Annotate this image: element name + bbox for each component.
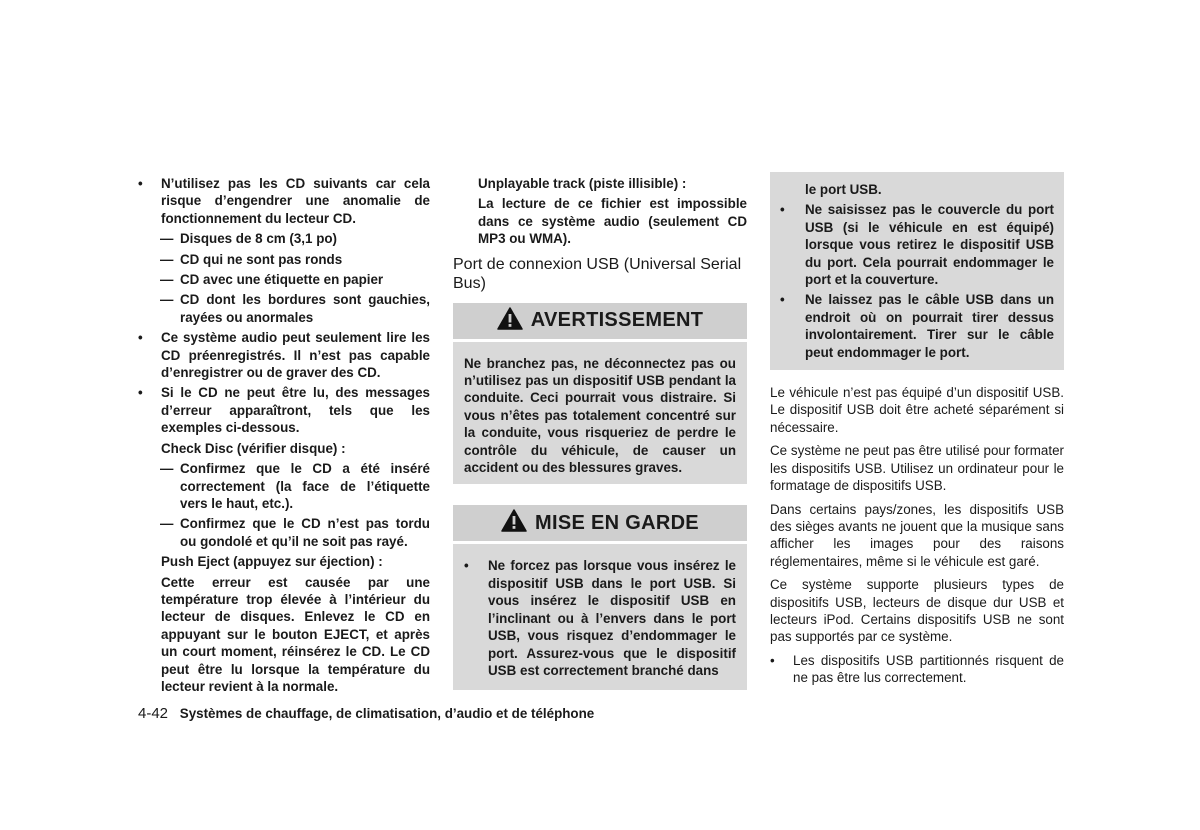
paragraph: Le véhicule n’est pas équipé d’un dispositif USB. Le dispositif USB doit être acheté séparément si nécessaire. — [770, 385, 1064, 435]
dash-item: — Disques de 8 cm (3,1 po) — [138, 230, 430, 247]
warning-box — [453, 303, 747, 485]
unplayable-text: La lecture de ce fichier est impossible dans ce système audio (seulement CD MP3 ou WMA). — [478, 196, 747, 247]
column-3 — [770, 172, 1064, 687]
caution-bullet: • Ne saisissez pas le couvercle du port USB (si le véhicule en est équipé) lorsque vous retirez le dispositif USB du port. Cela pourrait endommager le port et la couverture. — [780, 201, 1054, 288]
caution-continued-text: le port USB. — [805, 182, 882, 197]
usb-heading: Port de connexion USB (Universal Serial Bus) — [453, 255, 742, 292]
warning-header — [453, 303, 747, 342]
dash-item: — CD avec une étiquette en papier — [138, 271, 430, 288]
push-eject-text: Cette erreur est causée par une température trop élevée à l’intérieur du lecteur de disques. Enlevez le CD en appuyant sur le bouton EJECT, et après un court moment, réinsérez le CD. Le CD peut être lu lorsque la température du lecteur revient à la normale. — [161, 574, 430, 694]
caution-bullet: • Ne laissez pas le câble USB dans un endroit où on pourrait tirer dessus involontairement. Tirer sur le câble peut endommager le port. — [780, 291, 1054, 361]
dash-item: — Confirmez que le CD n’est pas tordu ou gondolé et qu’il ne soit pas rayé. — [138, 515, 430, 550]
warning-triangle-icon — [497, 307, 523, 335]
warning-title: AVERTISSEMENT — [530, 309, 704, 332]
dash-item: — Confirmez que le CD a été inséré correctement (la face de l’étiquette vers le haut, etc.). — [138, 460, 430, 512]
check-disc-label: Check Disc (vérifier disque) : — [161, 440, 346, 456]
page-footer — [138, 705, 594, 722]
dash-item: — CD dont les bordures sont gauchies, rayées ou anormales — [138, 291, 430, 326]
column-1 — [138, 175, 430, 698]
bullet-partitioned: • Les dispositifs USB partitionnés risquent de ne pas être lus correctement. — [770, 652, 1064, 687]
caution-body — [453, 544, 747, 690]
push-eject-label: Push Eject (appuyez sur éjection) : — [161, 554, 383, 570]
section-title: Systèmes de chauffage, de climatisation, d’audio et de téléphone — [179, 706, 595, 721]
paragraph: Ce système ne peut pas être utilisé pour formater les dispositifs USB. Utilisez un ordinateur pour le formatage de dispositifs USB. — [770, 443, 1064, 494]
paragraph: Dans certains pays/zones, les dispositifs USB des sièges avants ne jouent que la musique sans afficher les images pour des raisons réglementaires, même si le véhicule est garé. — [770, 501, 1064, 569]
warning-triangle-icon — [501, 509, 527, 537]
caution-header — [453, 505, 747, 544]
bullet-error-messages: • Si le CD ne peut être lu, des messages d’erreur apparaîtront, tels que les exemples ci-dessous. — [138, 384, 430, 436]
bullet-prerecorded: • Ce système audio peut seulement lire les CD préenregistrés. Il n’est pas capable d’enregistrer ou de graver des CD. — [138, 329, 430, 381]
unplayable-label: Unplayable track (piste illisible) : — [478, 176, 687, 191]
caution-continued-body — [770, 172, 1064, 370]
paragraph: Ce système supporte plusieurs types de dispositifs USB, lecteurs de disque dur USB et lecteurs iPod. Certains dispositifs USB ne sont pas supportés par ce système. — [770, 577, 1064, 645]
column-2 — [453, 175, 747, 690]
caution-bullet: • Ne forcez pas lorsque vous insérez le dispositif USB dans le port USB. Si vous insérez le dispositif USB en l’inclinant ou à l’envers dans le port USB, vous risquez d’endommager le port. Assurez-vous que le dispositif USB est correctement branché dans — [464, 557, 736, 679]
bullet-cd-types: • N’utilisez pas les CD suivants car cela risque d’engendrer une anomalie de fonctionnement du lecteur CD. — [138, 175, 430, 227]
caution-box-continued — [770, 172, 1064, 370]
caution-box — [453, 505, 747, 690]
dash-item: — CD qui ne sont pas ronds — [138, 251, 430, 268]
warning-text: Ne branchez pas, ne déconnectez pas ou n’utilisez pas un dispositif USB pendant la conduite. Ceci pourrait vous distraire. Si vous n’êtes pas totalement concentré sur la conduite, vous risqueriez de perdre le contrôle du véhicule, de causer un accident ou des blessures graves. — [464, 355, 736, 476]
page-number: 4-42 — [138, 705, 169, 722]
caution-title: MISE EN GARDE — [535, 511, 699, 534]
